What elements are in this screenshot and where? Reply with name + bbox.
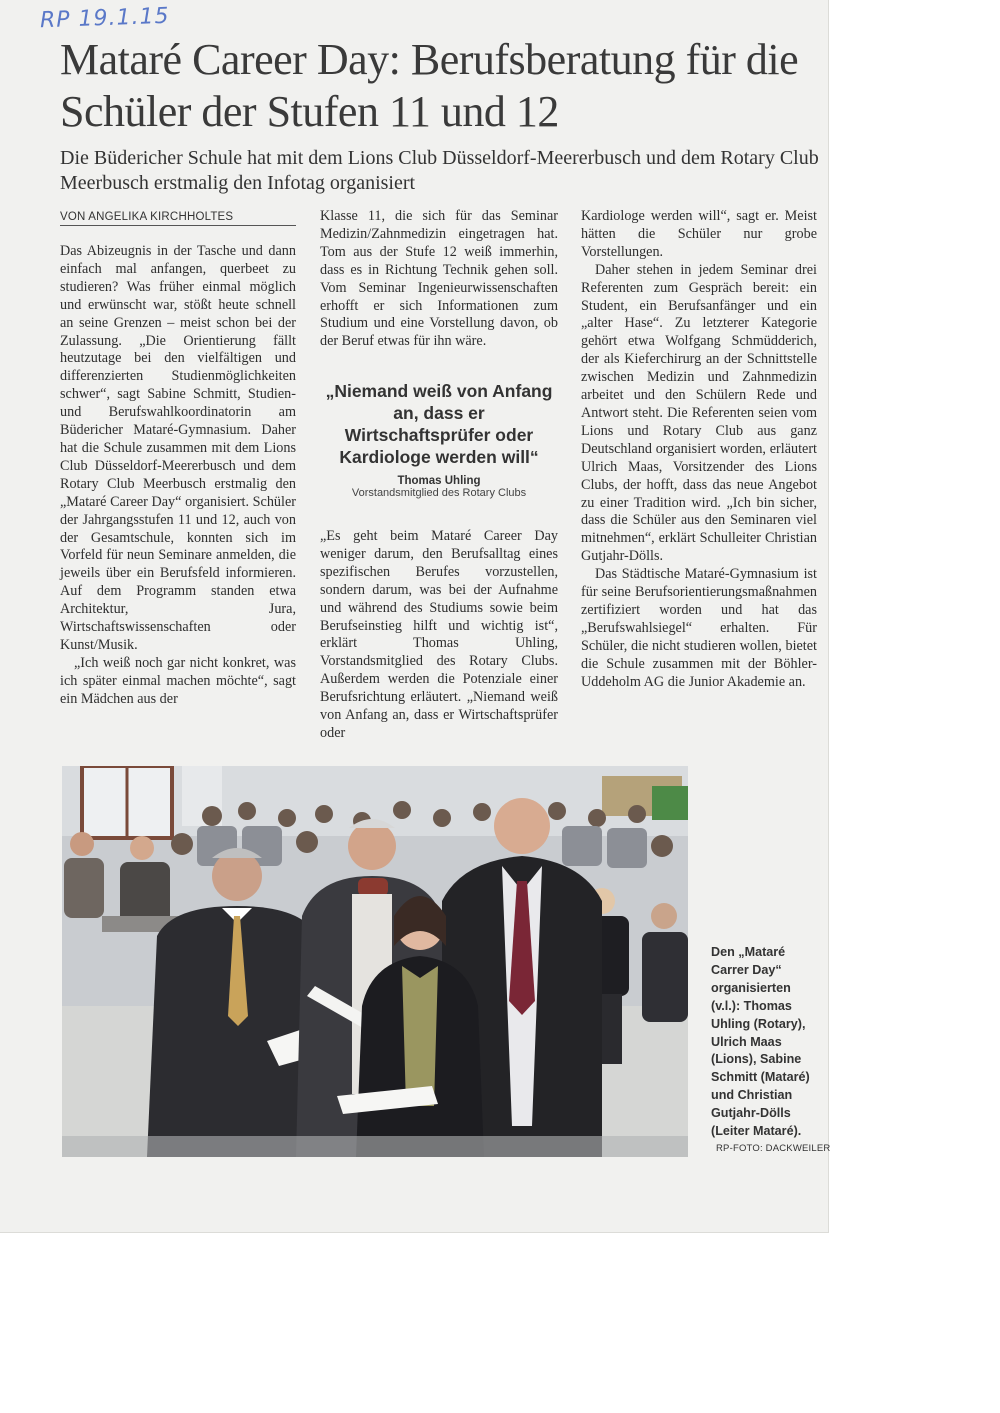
paragraph: Kardiologe werden will“, sagt er. Meist hätten die Schüler nur grobe Vorstellungen. — [581, 208, 817, 260]
paragraph: „Es geht beim Mataré Career Day weniger darum, den Berufsalltag eines spezifischen Berufes vorzustellen, sondern darum, was bei der Aufnahme und während des Studiums sowie beim Berufseinstieg hilft und wichtig ist“, erklärt Thomas Uhling, Vorstandsmitglied des Rotary Clubs. Außerdem werden die Potenziale einer Berufsrichtung erläutert. „Niemand weiß von Anfang an, dass er Wirtschaftsprüfer oder — [320, 528, 558, 741]
paragraph: Das Abizeugnis in der Tasche und dann einfach mal anfangen, querbeet zu studieren? Was früher einmal möglich und erwünscht war, stößt heute schnell an seine Grenzen – meist schon bei der Zulassung. „Die Orientierung fällt heutzutage bei den vielfältigen und differenzierten Studienmöglichkeiten schwer“, sagt Sabine Schmitt, Studien- und Berufswahlkoordinatorin am Büdericher Mataré-Gymnasium. Daher hat die Schule zusammen mit dem Lions Club Düsseldorf-Meererbusch und dem Rotary Club Meerbusch erstmalig den „Mataré Career Day“ organisiert. Schüler der Jahrgangsstufen 11 und 12, auch von der Gesamtschule, konnten sich im Vorfeld für neun Seminare anmelden, die jeweils über ein Berufsfeld informieren. Auf dem Programm standen etwa Architektur, Jura, Wirtschaftswissenschaften oder Kunst/Musik. — [60, 243, 296, 653]
pull-quote-role: Vorstandsmitglied des Rotary Clubs — [351, 487, 527, 499]
photo-caption: Den „Mataré Carrer Day“ organisierten (v.l.): Thomas Uhling (Rotary), Ulrich Maas (Lions), Sabine Schmitt (Mataré) und Christian Gutjahr-Dölls (Leiter Mataré). — [711, 945, 810, 1139]
article-column-3 — [581, 208, 817, 691]
paragraph: „Ich weiß noch gar nicht konkret, was ich später einmal machen möchte“, sagt ein Mädchen aus der — [60, 654, 296, 707]
group-photo-illustration — [62, 766, 688, 1157]
photo-credit: RP-FOTO: DACKWEILER — [716, 1143, 831, 1154]
pull-quote-text: „Niemand weiß von Anfang an, dass er Wirtschaftsprüfer oder Kardiologe werden will“ — [325, 381, 553, 467]
article-column-2-top — [320, 208, 558, 351]
pull-quote-author: Thomas Uhling — [397, 475, 481, 487]
paragraph: Daher stehen in jedem Seminar drei Referenten zum Gespräch bereit: ein Student, ein Berufsanfänger und ein „alter Hase“. Zu letzterer Kategorie gehört etwa Wolfgang Schmüdderich, der als Kieferchirurg an der Schnittstelle zwischen Medizin und Zahnmedizin arbeitet und den Schülern Rede und Antwort steht. Die Referenten seien vom Lions und Rotary Club aus ganz Deutschland organisiert worden, erläutert Ulrich Maas, Vorsitzender des Lions Clubs, der hofft, dass das neue Angebot zu einer Tradition wird. „Ich bin sicher, dass die Schüler aus den Seminaren viel mitnehmen“, erklärt Schulleiter Christian Gutjahr-Dölls. — [581, 261, 817, 565]
group-photo — [62, 766, 688, 1157]
article-column-1 — [60, 243, 296, 709]
paragraph: Klasse 11, die sich für das Seminar Medizin/Zahnmedizin eingetragen hat. Tom aus der Stufe 12 weiß immerhin, dass es in Richtung Technik gehen soll. Vom Seminar Ingenieurwissenschaften erhofft er sich Informationen zum Studium und eine Vorstellung davon, ob der Beruf etwas für ihn wäre. — [320, 208, 558, 350]
pull-quote — [320, 380, 558, 499]
paragraph: Das Städtische Mataré-Gymnasium ist für seine Berufsorientierungsmaßnahmen zertifiziert worden und hat das „Berufswahlsiegel“ erhalten. Für Schüler, die nicht studieren wollen, bietet die Schule zusammen mit der Böhler-Uddeholm AG die Junior Akademie an. — [581, 566, 817, 690]
subheadline: Die Büdericher Schule hat mit dem Lions Club Düsseldorf-Meererbusch und dem Rotary Club Meerbusch erstmalig den Infotag organisiert — [60, 147, 819, 194]
headline: Mataré Career Day: Berufsberatung für die Schüler der Stufen 11 und 12 — [60, 35, 799, 136]
article-column-2-bottom — [320, 528, 558, 743]
byline: VON ANGELIKA KIRCHHOLTES — [60, 211, 296, 226]
handwritten-date-note: RP 19.1.15 — [39, 3, 170, 34]
